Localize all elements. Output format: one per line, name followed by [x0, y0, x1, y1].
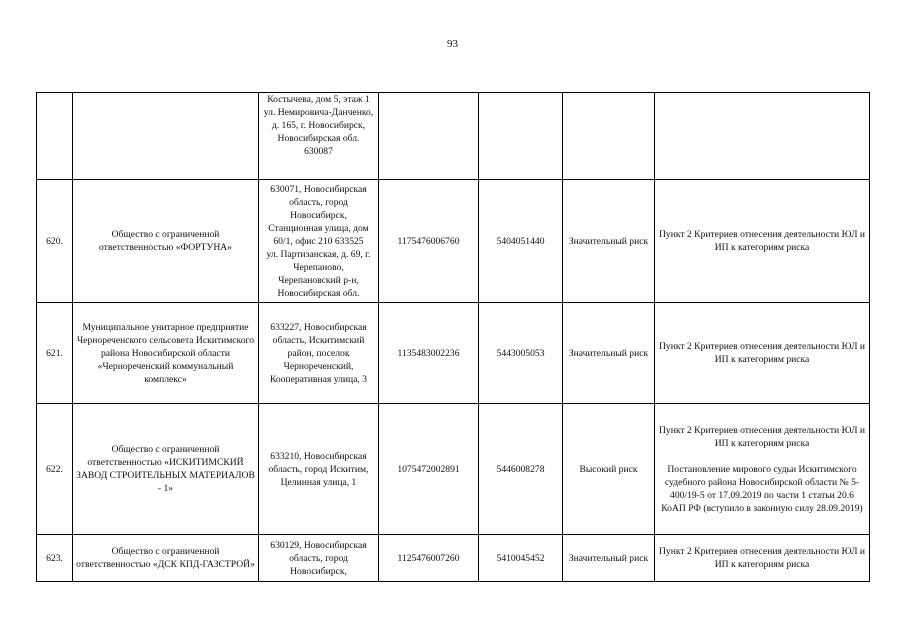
risk-category: Значительный риск	[563, 303, 655, 404]
address-line: 630129, Новосибирская область, город Новосибирск,	[270, 539, 367, 577]
basis-line: Пункт 2 Критериев отнесения деятельности ЮЛ и ИП к категориям риска	[658, 229, 866, 253]
basis-cell	[655, 303, 870, 404]
basis-line: Пункт 2 Критериев отнесения деятельности ЮЛ и ИП к категориям риска	[658, 341, 866, 365]
ogrn-cell	[379, 93, 479, 180]
row-number: 622.	[37, 404, 73, 535]
basis-line: Пункт 2 Критериев отнесения деятельности ЮЛ и ИП к категориям риска	[658, 424, 866, 449]
ogrn-cell: 1125476007260	[379, 535, 479, 582]
table-row	[37, 404, 870, 535]
basis-cell	[655, 180, 870, 303]
inn-cell: 5443005053	[479, 303, 563, 404]
inn-cell: 5446008278	[479, 404, 563, 535]
table-row	[37, 93, 870, 180]
page-number: 93	[447, 38, 458, 50]
address-line: 630071, Новосибирская область, город Новосибирск, Станционная улица, дом 60/1, офис 210 633525	[268, 183, 369, 247]
address-line: 633227, Новосибирская область, Искитимский район, поселок Чернореченский, Кооперативная улица, 3	[269, 321, 368, 385]
basis-cell	[655, 404, 870, 535]
ogrn-cell: 1075472002891	[379, 404, 479, 535]
basis-line: Пункт 2 Критериев отнесения деятельности ЮЛ и ИП к категориям риска	[658, 546, 866, 570]
organization-name	[73, 93, 259, 180]
organization-name: Общество с ограниченной ответственностью «ФОРТУНА»	[73, 180, 259, 303]
address-line: ул. Немировича-Данченко, д. 165, г. Новосибирск, Новосибирская обл. 630087	[263, 107, 374, 157]
address-line: 633210, Новосибирская область, город Искитим, Целинная улица, 1	[268, 450, 369, 488]
row-number	[37, 93, 73, 180]
risk-category	[563, 93, 655, 180]
basis-line: Постановление мирового судьи Искитимского судебного района Новосибирской области № 5-400/19-5 от 17.09.2019 по части 1 статьи 20.6 КоАП РФ (вступило в законную силу 28.09.2019)	[661, 463, 863, 514]
organization-name: Общество с ограниченной ответственностью «ДСК КПД-ГАЗСТРОЙ»	[73, 535, 259, 582]
risk-category: Значительный риск	[563, 180, 655, 303]
address-cell	[259, 535, 379, 582]
risk-registry-table	[36, 92, 870, 582]
table-row	[37, 180, 870, 303]
inn-cell	[479, 93, 563, 180]
row-number: 620.	[37, 180, 73, 303]
ogrn-cell: 1135483002236	[379, 303, 479, 404]
basis-cell	[655, 535, 870, 582]
address-cell	[259, 303, 379, 404]
organization-name: Общество с ограниченной ответственностью «ИСКИТИМСКИЙ ЗАВОД СТРОИТЕЛЬНЫХ МАТЕРИАЛОВ - 1»	[73, 404, 259, 535]
inn-cell: 5410045452	[479, 535, 563, 582]
inn-cell: 5404051440	[479, 180, 563, 303]
risk-category: Высокий риск	[563, 404, 655, 535]
address-line: Костычева, дом 5, этаж 1	[267, 94, 370, 105]
risk-category: Значительный риск	[563, 535, 655, 582]
ogrn-cell: 1175476006760	[379, 180, 479, 303]
address-cell	[259, 180, 379, 303]
organization-name: Муниципальное унитарное предприятие Чернореченского сельсовета Искитимского района Новосибирской области «Чернореченский коммунальный комплекс»	[73, 303, 259, 404]
table-row	[37, 535, 870, 582]
basis-cell	[655, 93, 870, 180]
address-cell	[259, 404, 379, 535]
table-row	[37, 303, 870, 404]
basis-spacer	[658, 450, 866, 463]
address-cell	[259, 93, 379, 180]
row-number: 621.	[37, 303, 73, 404]
row-number: 623.	[37, 535, 73, 582]
address-line: ул. Партизанская, д. 69, г. Черепаново, Черепановский р-н, Новосибирская обл.	[266, 248, 371, 299]
